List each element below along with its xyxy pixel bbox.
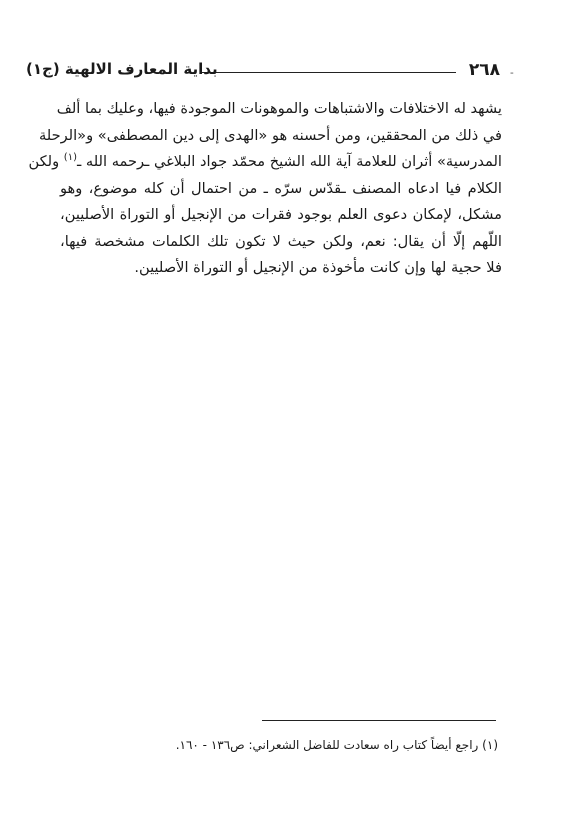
body-line-2: في ذلك من المحققين، ومن أحسنه هو «الهدى إلى دين المصطفى» و«الرحلة [38,126,502,144]
footnote-reference[interactable]: (١) [63,152,77,164]
page-header [26,58,500,86]
body-line-3 [28,149,502,176]
body-line-5: مشكل، لإمكان دعوى العلم بوجود فقرات من الإنجيل أو التوراة الأصليين، [60,206,502,223]
body-line-6: اللّهم إلّا أن يقال: نعم، ولكن حيث لا تكون تلك الكلمات مشخصة فيها، [60,232,502,250]
body-line-3-text: المدرسية» أثران للعلامة آية الله الشيخ محمّد جواد البلاغي ـرحمه الله ـ [76,153,502,170]
body-line-3-tail: ولكن [28,153,60,170]
page-number: ٢٦٨ [468,60,500,80]
corner-mark: - [510,66,514,79]
body-text [28,96,502,282]
running-title: بداية المعارف الالهية (ج١) [26,60,218,78]
body-line-7: فلا حجية لها وإن كانت مأخوذة من الإنجيل أو التوراة الأصليين. [134,259,502,276]
header-rule [202,72,456,73]
footnote-rule [262,720,496,721]
footnote: (١) راجع أيضاً كتاب راه سعادت للفاضل الشعراني: ص١٣٦ - ١٦٠. [175,738,498,752]
body-line-4: الكلام فيا ادعاه المصنف ـقدّس سرّه ـ من احتمال أن كله موضوع، وهو [60,179,502,197]
body-line-1: يشهد له الاختلافات والاشتباهات والموهونات الموجودة فيها، وعليك بما ألف [56,100,502,117]
